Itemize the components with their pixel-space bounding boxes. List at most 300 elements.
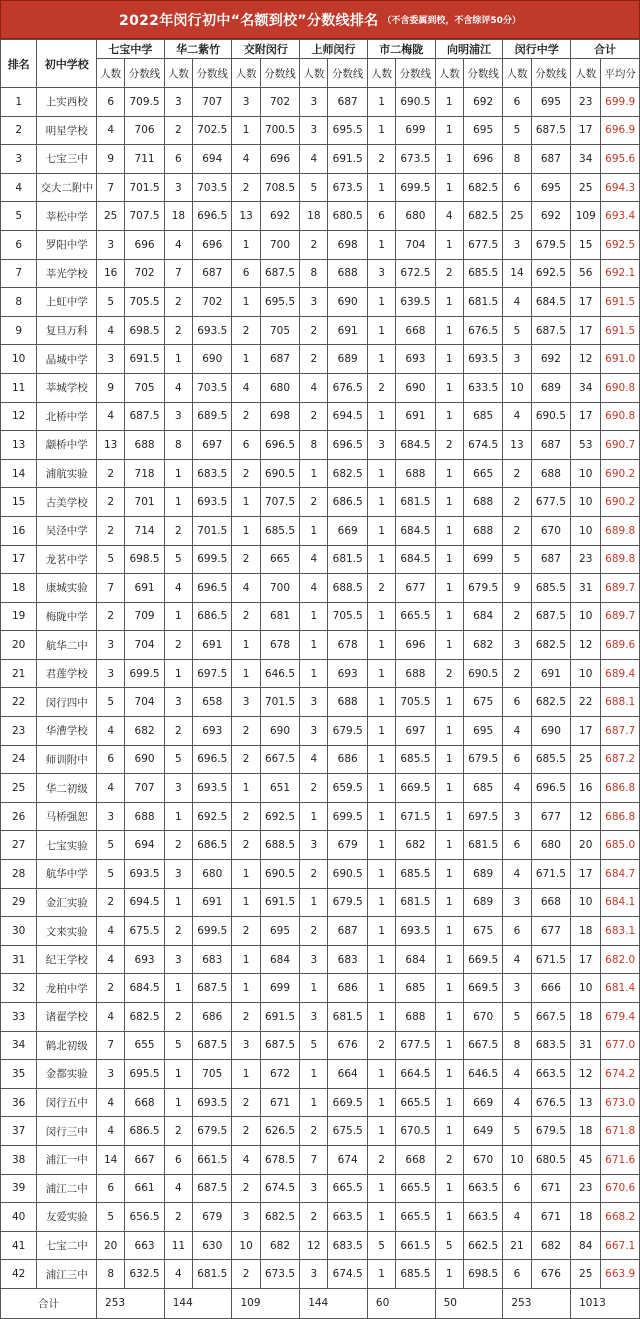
score-cell: 681.5 [396, 488, 435, 517]
count-cell: 4 [503, 860, 531, 889]
table-row [1, 459, 640, 488]
count-cell: 5 [97, 688, 125, 717]
score-cell: 683 [328, 945, 367, 974]
count-cell: 2 [503, 459, 531, 488]
score-cell: 681.5 [396, 888, 435, 917]
total-count-cell: 10 [571, 974, 601, 1003]
score-cell: 673.5 [260, 1260, 299, 1289]
school-name: 梅陇中学 [37, 602, 97, 631]
score-cell: 675 [463, 688, 502, 717]
score-cell: 692 [463, 88, 502, 117]
group-header: 交附闵行 [232, 40, 300, 59]
count-cell: 1 [232, 230, 260, 259]
score-cell: 695.5 [125, 1060, 164, 1089]
count-cell: 5 [503, 1003, 531, 1032]
count-cell: 2 [367, 145, 395, 174]
count-cell: 2 [435, 659, 463, 688]
score-cell: 699.5 [396, 173, 435, 202]
count-cell: 1 [367, 516, 395, 545]
average-cell: 690.8 [601, 373, 640, 402]
score-cell: 711 [125, 145, 164, 174]
count-cell: 1 [435, 145, 463, 174]
totals-row [1, 1288, 640, 1318]
score-header: 分数线 [260, 59, 299, 88]
score-cell: 673.5 [396, 145, 435, 174]
score-cell: 696.5 [531, 774, 570, 803]
score-cell: 661.5 [193, 1145, 232, 1174]
school-name: 康城实验 [37, 574, 97, 603]
score-cell: 669 [463, 1088, 502, 1117]
total-count-cell: 17 [571, 116, 601, 145]
count-cell: 6 [503, 88, 531, 117]
group-header: 上师闵行 [300, 40, 368, 59]
count-cell: 2 [97, 888, 125, 917]
score-cell: 690 [531, 717, 570, 746]
count-cell: 1 [367, 774, 395, 803]
score-cell: 684 [260, 945, 299, 974]
total-count-cell: 22 [571, 688, 601, 717]
score-cell: 690.5 [396, 88, 435, 117]
score-cell: 665.5 [396, 1174, 435, 1203]
count-cell: 2 [232, 602, 260, 631]
count-cell: 6 [164, 145, 192, 174]
score-cell: 691 [193, 631, 232, 660]
rank-cell: 19 [1, 602, 37, 631]
average-cell: 686.8 [601, 802, 640, 831]
total-value: 60 [367, 1288, 435, 1318]
count-cell: 3 [503, 345, 531, 374]
count-cell: 2 [164, 1003, 192, 1032]
group-header: 向明浦江 [435, 40, 503, 59]
count-cell: 1 [435, 373, 463, 402]
rank-cell: 23 [1, 717, 37, 746]
school-name: 古美学校 [37, 488, 97, 517]
score-cell: 699.5 [193, 545, 232, 574]
count-cell: 4 [97, 316, 125, 345]
count-cell: 3 [164, 173, 192, 202]
rank-cell: 40 [1, 1203, 37, 1232]
rank-cell: 8 [1, 288, 37, 317]
score-cell: 699 [463, 545, 502, 574]
score-cell: 699 [260, 974, 299, 1003]
count-cell: 1 [232, 288, 260, 317]
count-cell: 3 [503, 888, 531, 917]
table-row [1, 145, 640, 174]
average-cell: 689.6 [601, 631, 640, 660]
score-cell: 675 [463, 917, 502, 946]
count-cell: 2 [232, 745, 260, 774]
score-cell: 699.5 [125, 659, 164, 688]
score-cell: 697 [396, 717, 435, 746]
table-row [1, 1088, 640, 1117]
count-header: 人数 [435, 59, 463, 88]
count-cell: 1 [435, 888, 463, 917]
school-name: 莘城学校 [37, 373, 97, 402]
total-count-cell: 56 [571, 259, 601, 288]
count-cell: 1 [367, 173, 395, 202]
school-name: 交大二附中 [37, 173, 97, 202]
count-cell: 2 [435, 259, 463, 288]
page-title: 2022年闵行初中“名额到校”分数线排名 [119, 12, 379, 29]
rank-cell: 37 [1, 1117, 37, 1146]
count-cell: 4 [97, 774, 125, 803]
score-cell: 689.5 [193, 402, 232, 431]
score-cell: 658 [193, 688, 232, 717]
count-cell: 1 [367, 688, 395, 717]
count-cell: 4 [300, 373, 328, 402]
average-cell: 690.2 [601, 488, 640, 517]
score-cell: 698.5 [463, 1260, 502, 1289]
count-cell: 2 [300, 1203, 328, 1232]
table-row [1, 574, 640, 603]
score-cell: 687.5 [193, 1174, 232, 1203]
count-cell: 6 [367, 202, 395, 231]
score-cell: 677 [531, 802, 570, 831]
score-cell: 718 [125, 459, 164, 488]
count-cell: 2 [232, 459, 260, 488]
score-header: 分数线 [193, 59, 232, 88]
score-cell: 656.5 [125, 1203, 164, 1232]
count-cell: 1 [435, 1174, 463, 1203]
average-cell: 684.7 [601, 860, 640, 889]
count-cell: 2 [97, 488, 125, 517]
rank-header: 排名 [1, 40, 37, 88]
score-header: 分数线 [531, 59, 570, 88]
score-cell: 714 [125, 516, 164, 545]
count-cell: 1 [435, 316, 463, 345]
count-cell: 1 [367, 345, 395, 374]
average-cell: 663.9 [601, 1260, 640, 1289]
table-row [1, 230, 640, 259]
count-cell: 3 [300, 288, 328, 317]
count-cell: 1 [435, 545, 463, 574]
total-count-cell: 23 [571, 545, 601, 574]
count-cell: 1 [435, 1088, 463, 1117]
count-cell: 1 [232, 631, 260, 660]
count-cell: 2 [503, 516, 531, 545]
score-cell: 677 [396, 574, 435, 603]
count-cell: 16 [97, 259, 125, 288]
score-cell: 675.5 [328, 1117, 367, 1146]
score-cell: 655 [125, 1031, 164, 1060]
school-name: 七宝二中 [37, 1231, 97, 1260]
count-cell: 2 [164, 316, 192, 345]
score-cell: 693.5 [463, 345, 502, 374]
score-cell: 693 [193, 717, 232, 746]
score-cell: 692 [260, 202, 299, 231]
rank-cell: 3 [1, 145, 37, 174]
total-count-cell: 18 [571, 917, 601, 946]
table-row [1, 917, 640, 946]
score-cell: 680 [260, 373, 299, 402]
score-cell: 677 [531, 917, 570, 946]
rank-cell: 39 [1, 1174, 37, 1203]
average-cell: 674.2 [601, 1060, 640, 1089]
table-row [1, 774, 640, 803]
score-cell: 688.5 [328, 574, 367, 603]
table-row [1, 745, 640, 774]
count-cell: 6 [503, 1174, 531, 1203]
count-cell: 2 [232, 1260, 260, 1289]
header-row-subheaders [1, 59, 640, 88]
score-cell: 682.5 [125, 1003, 164, 1032]
count-cell: 1 [435, 288, 463, 317]
average-cell: 673.0 [601, 1088, 640, 1117]
score-cell: 663.5 [463, 1174, 502, 1203]
count-cell: 4 [164, 1174, 192, 1203]
score-cell: 649 [463, 1117, 502, 1146]
score-cell: 663.5 [531, 1060, 570, 1089]
score-cell: 671.5 [531, 860, 570, 889]
count-cell: 5 [367, 1231, 395, 1260]
table-row [1, 1174, 640, 1203]
count-cell: 1 [367, 945, 395, 974]
count-cell: 3 [97, 230, 125, 259]
average-cell: 690.8 [601, 402, 640, 431]
count-cell: 4 [503, 402, 531, 431]
score-cell: 679.5 [531, 230, 570, 259]
score-header: 分数线 [463, 59, 502, 88]
school-name: 晶城中学 [37, 345, 97, 374]
average-cell: 668.2 [601, 1203, 640, 1232]
count-cell: 4 [300, 574, 328, 603]
table-row [1, 688, 640, 717]
score-cell: 682.5 [463, 202, 502, 231]
count-cell: 1 [367, 1088, 395, 1117]
rank-cell: 17 [1, 545, 37, 574]
score-cell: 680.5 [531, 1145, 570, 1174]
score-cell: 685.5 [396, 745, 435, 774]
count-cell: 1 [367, 860, 395, 889]
table-row [1, 945, 640, 974]
score-cell: 695.5 [260, 288, 299, 317]
score-cell: 709 [125, 602, 164, 631]
count-cell: 4 [300, 745, 328, 774]
score-cell: 701 [125, 488, 164, 517]
count-cell: 1 [435, 745, 463, 774]
count-cell: 10 [503, 373, 531, 402]
score-cell: 705 [260, 316, 299, 345]
score-cell: 685.5 [463, 259, 502, 288]
count-cell: 3 [164, 945, 192, 974]
score-cell: 695 [531, 88, 570, 117]
score-cell: 677.5 [396, 1031, 435, 1060]
rank-cell: 31 [1, 945, 37, 974]
total-count-cell: 13 [571, 1088, 601, 1117]
school-name: 颛桥中学 [37, 431, 97, 460]
table-row [1, 1003, 640, 1032]
count-cell: 5 [97, 545, 125, 574]
count-cell: 1 [435, 459, 463, 488]
total-count-cell: 17 [571, 717, 601, 746]
average-cell: 690.7 [601, 431, 640, 460]
table-row [1, 802, 640, 831]
average-cell: 688.1 [601, 688, 640, 717]
total-count-cell: 31 [571, 574, 601, 603]
score-cell: 688 [328, 259, 367, 288]
count-cell: 4 [503, 1088, 531, 1117]
count-cell: 2 [232, 545, 260, 574]
count-cell: 4 [503, 1060, 531, 1089]
score-cell: 671 [260, 1088, 299, 1117]
count-cell: 1 [435, 917, 463, 946]
count-cell: 1 [435, 831, 463, 860]
score-cell: 626.5 [260, 1117, 299, 1146]
school-name: 浦江一中 [37, 1145, 97, 1174]
score-cell: 691.5 [125, 345, 164, 374]
score-cell: 685 [396, 974, 435, 1003]
count-cell: 2 [232, 1117, 260, 1146]
count-cell: 20 [97, 1231, 125, 1260]
count-cell: 7 [300, 1145, 328, 1174]
count-cell: 3 [232, 88, 260, 117]
count-cell: 4 [164, 1260, 192, 1289]
score-cell: 706 [125, 116, 164, 145]
count-cell: 2 [300, 488, 328, 517]
count-cell: 2 [164, 288, 192, 317]
score-cell: 704 [396, 230, 435, 259]
count-cell: 3 [300, 1174, 328, 1203]
count-cell: 1 [300, 802, 328, 831]
score-cell: 698.5 [125, 545, 164, 574]
average-cell: 686.8 [601, 774, 640, 803]
count-cell: 8 [503, 1031, 531, 1060]
total-count-cell: 18 [571, 1003, 601, 1032]
count-cell: 1 [367, 1260, 395, 1289]
score-header: 分数线 [328, 59, 367, 88]
score-cell: 696.5 [328, 431, 367, 460]
score-cell: 674.5 [328, 1260, 367, 1289]
score-cell: 696.5 [193, 202, 232, 231]
score-cell: 701.5 [260, 688, 299, 717]
rank-cell: 21 [1, 659, 37, 688]
score-cell: 684.5 [396, 545, 435, 574]
count-cell: 13 [97, 431, 125, 460]
average-cell: 693.4 [601, 202, 640, 231]
count-cell: 2 [232, 802, 260, 831]
score-cell: 682.5 [531, 688, 570, 717]
score-cell: 696.5 [260, 431, 299, 460]
score-cell: 685 [463, 774, 502, 803]
score-cell: 707.5 [125, 202, 164, 231]
group-header: 七宝中学 [97, 40, 165, 59]
count-cell: 1 [435, 631, 463, 660]
count-cell: 7 [164, 259, 192, 288]
score-cell: 681.5 [328, 1003, 367, 1032]
score-cell: 693 [396, 345, 435, 374]
count-cell: 3 [503, 974, 531, 1003]
total-count-cell: 10 [571, 516, 601, 545]
count-cell: 10 [503, 1145, 531, 1174]
count-cell: 4 [97, 917, 125, 946]
average-cell: 696.9 [601, 116, 640, 145]
count-cell: 5 [300, 173, 328, 202]
table-body [1, 88, 640, 1289]
total-count-cell: 20 [571, 831, 601, 860]
total-value: 50 [435, 1288, 503, 1318]
school-name: 航华中学 [37, 860, 97, 889]
score-cell: 708.5 [260, 173, 299, 202]
school-name: 明星学校 [37, 116, 97, 145]
average-cell: 671.8 [601, 1117, 640, 1146]
score-cell: 669.5 [463, 945, 502, 974]
score-cell: 668 [396, 1145, 435, 1174]
count-cell: 5 [503, 316, 531, 345]
count-cell: 1 [232, 116, 260, 145]
score-cell: 672 [260, 1060, 299, 1089]
school-name: 马桥强恕 [37, 802, 97, 831]
table-row [1, 1145, 640, 1174]
score-cell: 705.5 [125, 288, 164, 317]
count-cell: 2 [164, 1203, 192, 1232]
score-cell: 646.5 [260, 659, 299, 688]
count-cell: 3 [300, 116, 328, 145]
average-cell: 681.4 [601, 974, 640, 1003]
score-cell: 679.5 [463, 574, 502, 603]
count-header: 人数 [164, 59, 192, 88]
school-name: 诸翟学校 [37, 1003, 97, 1032]
count-cell: 7 [97, 173, 125, 202]
count-cell: 6 [232, 431, 260, 460]
count-cell: 5 [97, 831, 125, 860]
score-cell: 688 [396, 1003, 435, 1032]
score-cell: 707 [125, 774, 164, 803]
rank-cell: 4 [1, 173, 37, 202]
count-cell: 4 [97, 717, 125, 746]
count-cell: 4 [503, 717, 531, 746]
score-cell: 705.5 [396, 688, 435, 717]
score-cell: 700 [260, 574, 299, 603]
count-cell: 1 [435, 173, 463, 202]
score-cell: 687.5 [531, 116, 570, 145]
count-cell: 2 [232, 1088, 260, 1117]
count-cell: 2 [164, 917, 192, 946]
count-cell: 1 [367, 1117, 395, 1146]
score-cell: 707 [193, 88, 232, 117]
count-cell: 2 [97, 459, 125, 488]
score-cell: 633.5 [463, 373, 502, 402]
score-cell: 671 [531, 1203, 570, 1232]
rank-cell: 27 [1, 831, 37, 860]
count-cell: 4 [97, 945, 125, 974]
table-row [1, 545, 640, 574]
rank-cell: 25 [1, 774, 37, 803]
rank-cell: 9 [1, 316, 37, 345]
totals-label: 合计 [1, 1288, 97, 1318]
count-cell: 1 [367, 717, 395, 746]
count-cell: 3 [164, 88, 192, 117]
score-cell: 682.5 [463, 173, 502, 202]
count-cell: 3 [164, 402, 192, 431]
school-name: 华二初级 [37, 774, 97, 803]
score-cell: 691 [125, 574, 164, 603]
average-cell: 682.0 [601, 945, 640, 974]
count-cell: 3 [300, 1260, 328, 1289]
score-cell: 692 [531, 345, 570, 374]
table-row [1, 173, 640, 202]
score-cell: 688.5 [260, 831, 299, 860]
count-cell: 3 [300, 88, 328, 117]
count-cell: 1 [300, 516, 328, 545]
total-count-cell: 17 [571, 316, 601, 345]
average-cell: 679.4 [601, 1003, 640, 1032]
rank-cell: 7 [1, 259, 37, 288]
score-cell: 686.5 [125, 1117, 164, 1146]
count-cell: 7 [97, 574, 125, 603]
score-cell: 687.5 [260, 1031, 299, 1060]
school-name: 浦江二中 [37, 1174, 97, 1203]
total-count-cell: 10 [571, 459, 601, 488]
